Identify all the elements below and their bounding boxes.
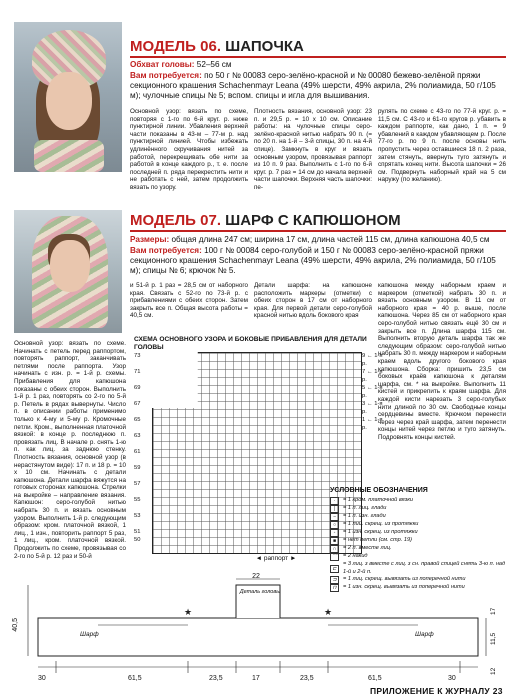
chart-row-number-right: 7 ← 1-я р. [362, 369, 383, 383]
legend-symbol-icon: | [330, 505, 339, 513]
model-06-title-rule [130, 56, 506, 58]
chart-row-number-right: 3 ← 1-я р. [362, 401, 383, 415]
chart-row-number: 65 [134, 417, 141, 423]
scarf-right-label: Шарф [415, 631, 434, 638]
hood-label: Деталь головы [239, 589, 281, 595]
dim-top: 22 [252, 573, 260, 580]
legend-item [330, 553, 508, 561]
chart-row-number-right: 5 ← 1-я р. [362, 385, 383, 399]
legend-item [330, 561, 508, 576]
svg-text:★: ★ [183, 607, 193, 617]
legend-item [330, 529, 508, 537]
legend-item [330, 497, 508, 505]
photo-model-06 [14, 22, 122, 172]
chart-row-number: 67 [134, 401, 141, 407]
dims-right [490, 585, 504, 675]
model-07-title: МОДЕЛЬ 07. ШАРФ С КАПЮШОНОМ [130, 212, 401, 229]
dimension-label: 30 [38, 675, 46, 682]
model-06-column-1: Основной узор: вязать по схеме, повторяя с 1-го по 6-й круг. р. ниже пунктирной линии. Убавления верхней части показаны в 43-м – 77-м р. над пунктирной линией. Чтобы избежать удлинённого скручивания нитей за работой, перекрещивать обе нити за работой в конце каждого р., т. е. после последней п. ряда перекрестить нити и не работать с ней, затем продолжить вязать по узору. [130, 108, 248, 191]
legend-symbol-icon: ○ [330, 521, 339, 529]
scarf-outline [38, 618, 478, 656]
dimension-label: 61,5 [368, 675, 382, 682]
legend-item [330, 505, 508, 513]
legend-item [330, 513, 508, 521]
legend-text: = 3 лиц. з вместе с лиц. з сн. правой спицей снять 3-ю п. над 1-й и 2-й п. [343, 561, 506, 575]
chart-row-number-right: 1 ← 1-я р. [362, 417, 383, 431]
legend-symbol-icon: ■ [330, 537, 339, 545]
legend-text: = 1 изн. скрещ. вывязать из поперечной нити [343, 584, 465, 591]
chart-rapport-label: ◄ раппорт ► [255, 555, 297, 562]
legend-symbol-icon: − [330, 513, 339, 521]
model-07-column-c: капюшона между наборным краем и маркером (отметкой) набрать 30 п. и вязать основным узором. В 11 см от наборного края = 40 р. выше, после капюшона. Через 85 см от наборного края серо-голубой нитью связать ещё 30 см и закрыть все п. Длина шарфа 115 см. Выполнить вторую деталь шарфа так же следующим образом: серо-голубой нитью набрать 30 п. между маркером и наборным краем вдоль другого бокового края капюшона. Сборка: пришить 23,5 см боковых краёв капюшона к деталям шарфа, см. * на выкройке. Выполнить 11 кистей и прикрепить к краям шарфа. Для каждой кисти нарезать 3 серо-голубых нити длиной по 30 см. Свободные концы сердцевины вместе. Крючком перенести через через край шарфа, затем перенести концы нитей через петлю и туго затянуть. Подровнять концы кистей. [378, 282, 506, 441]
dimension-label: 23,5 [300, 675, 314, 682]
dimension-label: 61,5 [128, 675, 142, 682]
legend-symbol-icon: · [330, 497, 339, 505]
legend-symbol-icon: ⊓ [330, 584, 339, 592]
legend-symbol-icon: ⌒ [331, 554, 337, 560]
chart-row-number: 69 [134, 385, 141, 391]
legend-text: = 1 изн. скрещ. из протяжки [343, 529, 418, 536]
model-07-column-left: Основной узор: вязать по схеме. Начинать с петель перед раппортом, повторять раппорт, заканчивать петлями после раппорта. Узор начинать с изн. р. = 1-й р. схемы. Прибавления для капюшона показаны с обеих сторон. Выполнить 1-й р. 1 раз, повторять со 2-го по 5-й р. Петель в рядах вывернуты. Число п. в описании работы применимо только к 4-му и 5-му р. Кромочные петли. Кром., выполненная платочной вязкой: в конце р. последнюю п. провязать лиц. В начале р. снять 1-ю п. как лиц. за заднюю стенку. Плотность вязания, основной узор (в нерастянутом виде): 17 п. и 18 р. = 10 х 10 см. Начинать с детали капюшона. Детали шарфа вяжутся на готовых сторонах капюшона. Стрелки на выкройке – направление вязания. Капюшон: серо-голубой нитью набрать 30 п. и вязать основным узором. Выполнить 1-й р. следующим образом: кром. платочной вязкой, 1 лиц., 1 изн., повторить раппорт 5 раз, 1 лиц., кром. платочной вязкой. Продолжить по схеме, провязывая со 2-го по 5-й р. 12 раз и 50-й [14, 340, 126, 560]
chart-row-number: 61 [134, 449, 141, 455]
legend-title: УСЛОВНЫЕ ОБОЗНАЧЕНИЯ [330, 487, 428, 494]
chart-title: СХЕМА ОСНОВНОГО УЗОРА И БОКОВЫЕ ПРИБАВЛЕНИЯ ДЛЯ ДЕТАЛИ ГОЛОВЫ [134, 336, 367, 351]
chart-row-number-right: 9 ← 1-я р. [362, 353, 383, 367]
model-06-column-2: Плотность вязания, основной узор: 23 п. и 29,5 р. = 10 х 10 см. Описание работы: на чулочные спицы серо-зелёно-красной нитью набрать 90 п. (= по 20 п. на 1-й – 3-й спицы, 30 п. на 4-й спице). Замкнуть в круг и вязать основным узором, провязывая раппорт из 10 п. 9 раз. Выполнить с 1-го по 6-й круг. р. 7 раз = 14 см до начала верхней части шапочки. Верхняя часть шапочки: пе- [254, 108, 372, 191]
legend-item [330, 545, 508, 553]
dimension-label-right: 12 [490, 667, 497, 675]
model-07-title-rule [130, 230, 506, 232]
footer: ПРИЛОЖЕНИЕ К ЖУРНАЛУ 23 [370, 686, 503, 696]
chart-row-number: 55 [134, 497, 141, 503]
legend-symbol-icon: ⊐ [330, 576, 339, 584]
legend-text: = 1 лиц. скрещ. из протяжки [343, 521, 419, 528]
dimension-label: 23,5 [209, 675, 223, 682]
chart-row-number: 73 [134, 353, 141, 359]
chart-row-number: 59 [134, 465, 141, 471]
svg-text:★: ★ [323, 607, 333, 617]
model-07-column-a: и 51-й р. 1 раз = 28,5 см от наборного края. Связать с 52-го по 73-й р. с прибавлениями с обеих сторон. Затем закрыть все п. Общая высота работы = 40,5 см. [130, 282, 248, 320]
chart-row-numbers-right [362, 352, 384, 432]
chart-row-number: 71 [134, 369, 141, 375]
legend-text: = 1 кром. платочной вязки [343, 497, 413, 504]
model-06-size: Обхват головы: 52–56 см [130, 60, 232, 69]
chart-row-number: 57 [134, 481, 141, 487]
dimension-label-right: 17 [490, 607, 497, 615]
dim-left: 40,5 [12, 618, 19, 632]
chart-row-number: 51 [134, 529, 141, 535]
dimension-label-right: 11,5 [490, 632, 497, 645]
scarf-left-label: Шарф [80, 631, 99, 638]
chart-row-number: 53 [134, 513, 141, 519]
model-07-materials: Вам потребуется: 100 г № 00084 серо-голубой и 150 г № 00083 серо-зелёно-красной пряжи секционного крашения Schachenmayr Leana (49% шерсти, 49% акрила, 2% полиамида, 50 г/105 м); спицы № 6; крючок № 5. [130, 246, 496, 275]
legend-text: = 1 п. изн. глади [343, 513, 386, 520]
chart-row-number: 50 [134, 537, 141, 543]
legend-item [330, 537, 508, 545]
model-06-materials: Вам потребуется: по 50 г № 00083 серо-зелёно-красной и № 00080 бежево-зелёной пряжи секционного крашения Schachenmayr Leana (49% шерсти, 49% акрила, 2% полиамида, 50 г/105 м); чулочные спицы № 5; вспом. спицы и игла для вышивания. [130, 71, 496, 100]
dimension-label: 30 [448, 675, 456, 682]
legend-symbol-icon: ∩ [330, 545, 339, 553]
legend-text: = 2 накид [343, 553, 368, 560]
chart-row-numbers-left [134, 352, 150, 544]
legend-text: = 1 лиц. скрещ. вывязать из поперечной нити [343, 576, 466, 583]
model-07-column-b: Детали шарфа: на капюшоне расположить маркеры (отметки) с обеих сторон в 17 см от наборного края. Для первой детали серо-голубой красной нитью вдоль бокового края [254, 282, 372, 320]
model-06-column-3: рулять по схеме с 43-го по 77-й круг. р. = 11,5 см. С 43-го и 61-го кругов р. убавить в каждом раппорте, как дано, 1 п. = 9 убавлений в каждом убавляющем р. После 77-го р. по 9 п. после основы нить пропустить через оставшиеся 18 п. 2 раза, затем стянуть, ввернуть туго затянуть и спрятать конец нити. Высота шапочки = 26 см. Подвернуть наборный край на 5 см наружу (по желанию). [378, 108, 506, 184]
legend-text: = нет петли (см. стр. 19) [343, 537, 412, 544]
model-06-title: МОДЕЛЬ 06. ШАПОЧКА [130, 38, 304, 55]
chart-row-number: 63 [134, 433, 141, 439]
legend-item [330, 521, 508, 529]
legend-symbol-icon: ◦ [330, 529, 339, 537]
dimension-label: 17 [252, 675, 260, 682]
photo-model-07 [14, 210, 122, 333]
model-07-size: Размеры: общая длина 247 см; ширина 17 см, длина частей 115 см, длина капюшона 40,5 см [130, 235, 490, 244]
legend-text: = 1 п. лиц. глади [343, 505, 387, 512]
legend-symbol-icon: ⊏ [330, 565, 339, 573]
legend-text: = 2 п. вместе лиц. [343, 545, 392, 552]
